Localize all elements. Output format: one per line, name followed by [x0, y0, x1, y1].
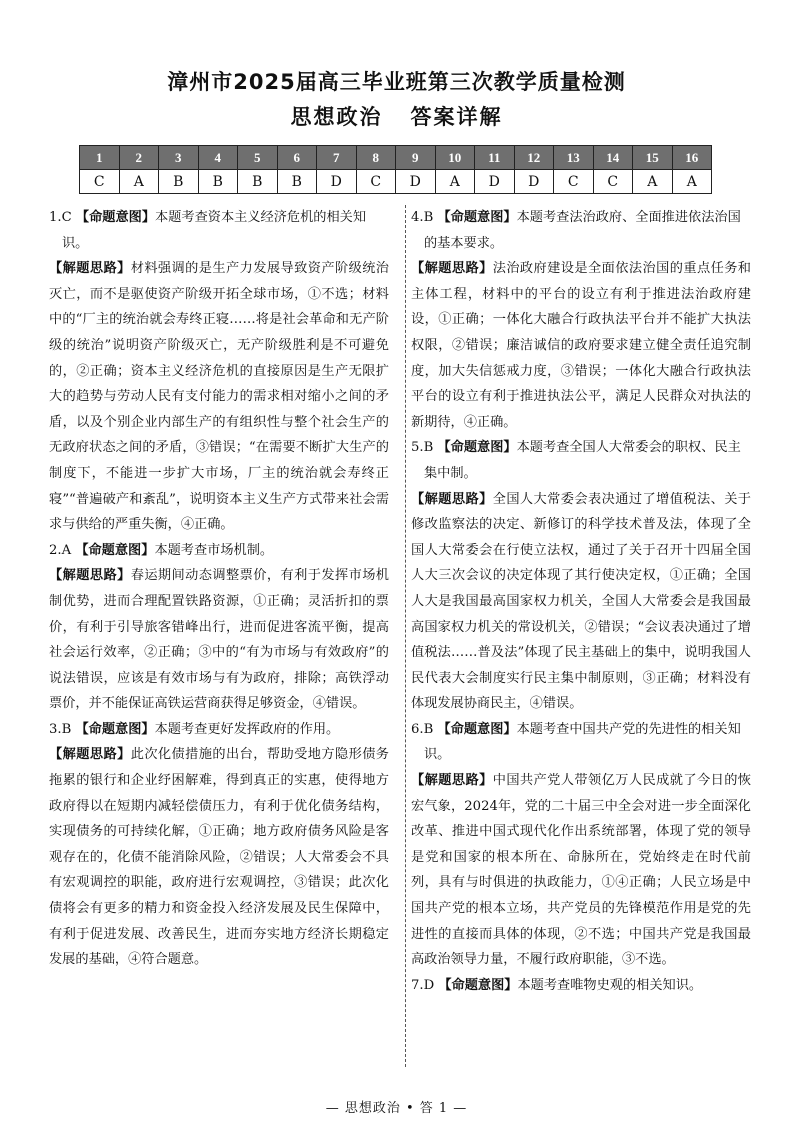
answer-cell: C: [554, 170, 594, 194]
idea-label: 【解题思路】: [411, 491, 493, 507]
answer-cell: C: [80, 170, 120, 194]
answer-cell: D: [317, 170, 357, 194]
answer-cell: A: [435, 170, 475, 194]
question-number: 7: [317, 146, 357, 170]
question-number: 6: [277, 146, 317, 170]
idea-text: 春运期间动态调整票价，有利于发挥市场机制优势，进而合理配置铁路资源，①正确；灵活折扣的票价，有利于引导旅客错峰出行，进而促进客流平衡，提高社会运行效率，②正确；③中的“有为市场与有效政府”的说法错误，应该是有效市场与有为政府，排除；高铁浮动票价，并不能保证高铁运营商获得足够资金，④错误。: [49, 568, 389, 712]
intent-text: 本题考查更好发挥政府的作用。: [154, 721, 340, 737]
question-id: 3.B: [49, 721, 72, 737]
question-id: 7.D: [411, 977, 435, 993]
answer-cell: B: [238, 170, 278, 194]
idea-label: 【解题思路】: [49, 747, 131, 763]
page-subtitle: [0, 101, 793, 131]
answer-table-answer-row: [80, 170, 712, 194]
page-footer: — 思想政治 • 答 1 —: [325, 1101, 468, 1116]
question-id: 6.B: [411, 721, 434, 737]
question-number: 8: [356, 146, 396, 170]
question-solution: [49, 563, 389, 717]
intent-label: 【命题意图】: [75, 210, 156, 225]
answer-cell: D: [514, 170, 554, 194]
answer-cell: C: [593, 170, 633, 194]
question-number: 15: [633, 146, 673, 170]
question-number: 13: [554, 146, 594, 170]
question-intent: [411, 205, 751, 256]
left-column: [49, 205, 389, 973]
idea-label: 【解题思路】: [411, 261, 493, 277]
question-intent: [49, 538, 389, 564]
idea-label: 【解题思路】: [49, 568, 131, 584]
idea-text: 全国人大常委会表决通过了增值税法、关于修改监察法的决定、新修订的科学技术普及法，体现了全国人大常委会在行使立法权，通过了关于召开十四届全国人大三次会议的决定体现了其行使决定权，①正确；全国人大是我国最高国家权力机关，全国人大常委会是我国最高国家权力机关的常设机关，②错误；“会议表决通过了增值税法……普及法”体现了民主基础上的集中，说明我国人民代表大会制度实行民主集中制原则，③正确；材料没有体现发展协商民主，④错误。: [411, 491, 751, 712]
subject-label: 思想政治: [290, 105, 383, 129]
question-intent: [49, 717, 389, 743]
intent-label: 【命题意图】: [437, 210, 517, 225]
question-number: 9: [396, 146, 436, 170]
answer-table: [79, 145, 712, 194]
answer-cell: A: [672, 170, 712, 194]
doc-type-label: 答案详解: [410, 105, 503, 129]
question-intent: [411, 717, 751, 768]
question-number: 10: [435, 146, 475, 170]
right-column: [411, 205, 751, 998]
idea-label: 【解题思路】: [411, 773, 493, 789]
question-number: 1: [80, 146, 120, 170]
question-number: 16: [672, 146, 712, 170]
answer-table-number-row: [80, 146, 712, 170]
column-divider: [405, 205, 406, 1067]
idea-text: 法治政府建设是全面依法治国的重点任务和主体工程，材料中的平台的设立有利于推进法治政府建设，①正确；一体化大融合行政执法平台并不能扩大执法权限，②错误；廉洁诚信的政府要求建立健全责任追究制度，加大失信惩戒力度，③错误；一体化大融合行政执法平台的设立有利于推进执法公平，满足人民群众对执法的新期待，④正确。: [411, 261, 751, 430]
question-number: 4: [198, 146, 238, 170]
intent-text: 本题考查资本主义经济危机的相关知识。: [62, 210, 367, 251]
answer-cell: B: [159, 170, 199, 194]
answer-cell: B: [198, 170, 238, 194]
question-solution: [49, 256, 389, 538]
question-number: 5: [238, 146, 278, 170]
answer-cell: A: [633, 170, 673, 194]
intent-text: 本题考查中国共产党的先进性的相关知识。: [424, 721, 741, 763]
answer-cell: D: [475, 170, 515, 194]
question-id: 5.B: [411, 440, 434, 456]
idea-label: 【解题思路】: [49, 261, 131, 277]
intent-label: 【命题意图】: [75, 542, 155, 558]
page-title: 漳州市2025届高三毕业班第三次教学质量检测: [167, 70, 626, 94]
question-id: 4.B: [411, 210, 434, 225]
question-number: 12: [514, 146, 554, 170]
intent-label: 【命题意图】: [438, 977, 518, 993]
intent-label: 【命题意图】: [437, 721, 517, 737]
intent-text: 本题考查全国人大常委会的职权、民主集中制。: [424, 440, 741, 481]
question-number: 11: [475, 146, 515, 170]
answer-cell: B: [277, 170, 317, 194]
question-solution: [411, 256, 751, 435]
question-number: 14: [593, 146, 633, 170]
question-solution: [411, 768, 751, 973]
answer-cell: A: [119, 170, 159, 194]
question-solution: [411, 487, 751, 717]
question-intent: [49, 205, 389, 256]
question-solution: [49, 742, 389, 972]
question-intent: [411, 435, 751, 486]
question-id: 1.C: [49, 210, 72, 225]
answer-cell: C: [356, 170, 396, 194]
intent-label: 【命题意图】: [437, 440, 517, 456]
intent-label: 【命题意图】: [75, 721, 155, 737]
idea-text: 此次化债措施的出台，帮助受地方隐形债务拖累的银行和企业纾困解难，得到真正的实惠，使得地方政府得以在短期内减轻偿债压力，有利于优化债务结构，实现债务的可持续化解，①正确；地方政府债务风险是客观存在的，化债不能消除风险，②错误；人大常委会不具有宏观调控的职能，政府进行宏观调控，③错误；此次化债将会有更多的精力和资金投入经济发展及民生保障中，有利于促进发展、改善民生，进而夯实地方经济长期稳定发展的基础，④符合题意。: [49, 747, 389, 968]
idea-text: 中国共产党人带领亿万人民成就了今日的恢宏气象，2024年，党的二十届三中全会对进一步全面深化改革、推进中国式现代化作出系统部署，体现了党的领导是党和国家的根本所在、命脉所在，党始终走在时代前列，具有与时俱进的执政能力，①④正确；人民立场是中国共产党的根本立场，共产党员的先锋模范作用是党的先进性的直接而具体的体现，②不选；中国共产党是我国最高政治领导力量，不履行政府职能，③不选。: [411, 773, 751, 968]
question-id: 2.A: [49, 542, 72, 558]
intent-text: 本题考查市场机制。: [154, 542, 274, 558]
question-intent: [411, 973, 751, 999]
idea-text: 材料强调的是生产力发展导致资产阶级统治灭亡，而不是驱使资产阶级开拓全球市场，①不选；材料中的“厂主的统治就会寿终正寝……将是社会革命和无产阶级的统治”说明资产阶级灭亡，无产阶级胜利是不可避免的，②正确；资本主义经济危机的直接原因是生产无限扩大的趋势与劳动人民有支付能力的需求相对缩小之间的矛盾，以及个别企业内部生产的有组织性与整个社会生产的无政府状态之间的矛盾，③错误；“在需要不断扩大生产的制度下，不能进一步扩大市场，厂主的统治就会寿终正寝”“普遍破产和紊乱”，说明资本主义生产方式带来社会需求与供给的严重失衡，④正确。: [49, 261, 389, 533]
question-number: 2: [119, 146, 159, 170]
intent-text: 本题考查唯物史观的相关知识。: [517, 977, 703, 993]
answer-cell: D: [396, 170, 436, 194]
question-number: 3: [159, 146, 199, 170]
intent-text: 本题考查法治政府、全面推进依法治国的基本要求。: [424, 210, 741, 251]
